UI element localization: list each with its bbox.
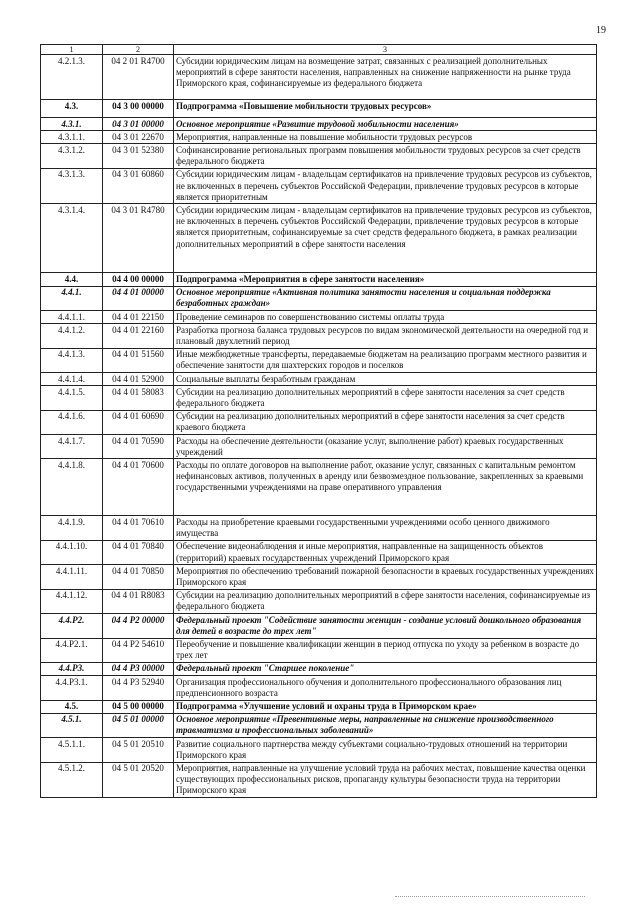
table-row — [41, 118, 597, 131]
table-row — [41, 168, 597, 204]
item-description: Субсидии на реализацию дополнительных мероприятий в сфере занятости населения за счет средств федерального бюджета — [174, 386, 597, 410]
item-description: Субсидии юридическим лицам - владельцам сертификатов на привлечение трудовых ресурсов из субъектов, не включенных в перечень субъектов Российской Федерации, привлечение трудовых ресурсов в которые является приоритетным, софинансируемые за счет средств федерального бюджета, в рамках реализации дополнительных мероприятий в сфере занятости населения — [174, 204, 597, 273]
row-number: 4.4.1.1. — [41, 311, 103, 324]
table-row — [41, 713, 597, 737]
table-row — [41, 373, 597, 386]
item-description: Софинансирование региональных программ повышения мобильности трудовых ресурсов за счет средств федерального бюджета — [174, 144, 597, 168]
row-number: 4.4.1.12. — [41, 589, 103, 613]
item-description: Основное мероприятие «Развитие трудовой мобильности населения» — [174, 118, 597, 131]
budget-code: 04 4 P3 52940 — [103, 676, 174, 700]
item-description: Субсидии на реализацию дополнительных мероприятий в сфере занятости населения за счет средств краевого бюджета — [174, 410, 597, 434]
row-number: 4.4.1.4. — [41, 373, 103, 386]
row-number: 4.4.1.3. — [41, 348, 103, 372]
item-description: Обеспечение видеонаблюдения и иные мероприятия, направленные на защищенность объектов (территорий) краевых государственных учреждений Приморского края — [174, 540, 597, 564]
table-row — [41, 386, 597, 410]
table-row — [41, 204, 597, 273]
row-number: 4.4.1.9. — [41, 516, 103, 540]
item-description: Федеральный проект "Содействие занятости женщин - создание условий дошкольного образования для детей в возрасте до трех лет" — [174, 614, 597, 638]
table-body — [41, 45, 597, 798]
item-description: Федеральный проект "Старшее поколение" — [174, 662, 597, 675]
item-description: Проведение семинаров по совершенствованию системы оплаты труда — [174, 311, 597, 324]
budget-code: 04 5 00 00000 — [103, 700, 174, 713]
item-description: Субсидии на реализацию дополнительных мероприятий в сфере занятости населения, софинансируемые из федерального бюджета — [174, 589, 597, 613]
table-row — [41, 459, 597, 516]
header-col-1: 1 — [41, 45, 103, 55]
table-row — [41, 435, 597, 459]
item-description: Мероприятия, направленные на улучшение условий труда на рабочих местах, повышение качества оценки существующих профессиональных рисков, пропаганду культуры безопасности труда на территории Приморского края — [174, 762, 597, 798]
table-row — [41, 662, 597, 675]
budget-code: 04 4 01 70610 — [103, 516, 174, 540]
row-number: 4.5.1.1. — [41, 738, 103, 762]
table-row — [41, 324, 597, 348]
budget-code: 04 5 01 20520 — [103, 762, 174, 798]
row-number: 4.4.1. — [41, 286, 103, 310]
budget-code: 04 4 01 51560 — [103, 348, 174, 372]
item-description: Расходы по оплате договоров на выполнение работ, оказание услуг, связанных с капитальным ремонтом нефинансовых активов, полученных в аренду или безвозмездное пользование, закрепленных за краевыми государственными учреждениями на праве оперативного управления — [174, 459, 597, 516]
scan-artifact — [395, 896, 585, 900]
item-description: Мероприятия по обеспечению требований пожарной безопасности в краевых государственных учреждениях Приморского края — [174, 565, 597, 589]
row-number: 4.3.1. — [41, 118, 103, 131]
row-number: 4.4.P3. — [41, 662, 103, 675]
item-description: Развитие социального партнерства между субъектами социально-трудовых отношений на территории Приморского края — [174, 738, 597, 762]
table-header-row — [41, 45, 597, 55]
table-row — [41, 516, 597, 540]
item-description: Субсидии юридическим лицам - владельцам сертификатов на привлечение трудовых ресурсов из субъектов, не включенных в перечень субъектов Российской Федерации, привлечение трудовых ресурсов в которые является приоритетным — [174, 168, 597, 204]
row-number: 4.5.1.2. — [41, 762, 103, 798]
table-row — [41, 638, 597, 662]
table-row — [41, 144, 597, 168]
row-number: 4.4.P3.1. — [41, 676, 103, 700]
item-description: Основное мероприятие «Превентивные меры, направленные на снижение производственного травматизма и профессиональных заболеваний» — [174, 713, 597, 737]
row-number: 4.4.1.7. — [41, 435, 103, 459]
item-description: Социальные выплаты безработным гражданам — [174, 373, 597, 386]
budget-code: 04 3 01 22670 — [103, 131, 174, 144]
table-row — [41, 676, 597, 700]
budget-code: 04 3 00 00000 — [103, 100, 174, 118]
budget-classification-table — [40, 44, 597, 798]
item-description: Расходы на приобретение краевыми государственными учреждениями особо ценного движимого имущества — [174, 516, 597, 540]
row-number: 4.3. — [41, 100, 103, 118]
table-row — [41, 273, 597, 286]
row-number: 4.5. — [41, 700, 103, 713]
row-number: 4.4.1.10. — [41, 540, 103, 564]
row-number: 4.3.1.1. — [41, 131, 103, 144]
row-number: 4.4.1.6. — [41, 410, 103, 434]
table-row — [41, 286, 597, 310]
item-description: Субсидии юридическим лицам на возмещение затрат, связанных с реализацией дополнительных мероприятий в сфере занятости населения, направленных на снижение напряженности на рынке труда Приморского края, софинансируемые из федерального бюджета — [174, 55, 597, 100]
table-row — [41, 540, 597, 564]
table-row — [41, 565, 597, 589]
item-description: Расходы на обеспечение деятельности (оказание услуг, выполнение работ) краевых государственных учреждений — [174, 435, 597, 459]
item-description: Подпрограмма «Улучшение условий и охраны труда в Приморском крае» — [174, 700, 597, 713]
row-number: 4.4. — [41, 273, 103, 286]
item-description: Подпрограмма «Мероприятия в сфере занятости населения» — [174, 273, 597, 286]
table-row — [41, 410, 597, 434]
table-row — [41, 131, 597, 144]
budget-code: 04 4 P2 00000 — [103, 614, 174, 638]
item-description: Организация профессионального обучения и дополнительного профессионального образования лиц предпенсионного возраста — [174, 676, 597, 700]
item-description: Разработка прогноза баланса трудовых ресурсов по видам экономической деятельности на очередной год и плановый двухлетний период — [174, 324, 597, 348]
budget-code: 04 4 P2 54610 — [103, 638, 174, 662]
table-row — [41, 55, 597, 100]
budget-code: 04 3 01 60860 — [103, 168, 174, 204]
budget-code: 04 4 P3 00000 — [103, 662, 174, 675]
budget-code: 04 3 01 R4780 — [103, 204, 174, 273]
table-row — [41, 762, 597, 798]
row-number: 4.3.1.4. — [41, 204, 103, 273]
budget-code: 04 4 01 70600 — [103, 459, 174, 516]
table-row — [41, 589, 597, 613]
row-number: 4.5.1. — [41, 713, 103, 737]
table-row — [41, 614, 597, 638]
item-description: Переобучение и повышение квалификации женщин в период отпуска по уходу за ребенком в возрасте до трех лет — [174, 638, 597, 662]
item-description: Мероприятия, направленные на повышение мобильности трудовых ресурсов — [174, 131, 597, 144]
row-number: 4.3.1.2. — [41, 144, 103, 168]
item-description: Основное мероприятие «Активная политика занятости населения и социальная поддержка безработных граждан» — [174, 286, 597, 310]
budget-code: 04 5 01 00000 — [103, 713, 174, 737]
table-row — [41, 738, 597, 762]
budget-code: 04 4 01 70840 — [103, 540, 174, 564]
page-number: 19 — [596, 25, 606, 36]
budget-code: 04 4 01 58083 — [103, 386, 174, 410]
budget-code: 04 4 01 22150 — [103, 311, 174, 324]
table-row — [41, 311, 597, 324]
table-row — [41, 700, 597, 713]
budget-code: 04 4 01 70850 — [103, 565, 174, 589]
row-number: 4.4.P2. — [41, 614, 103, 638]
header-col-2: 2 — [103, 45, 174, 55]
item-description: Иные межбюджетные трансферты, передаваемые бюджетам на реализацию программ местного развития и обеспечение занятости для шахтерских городов и поселков — [174, 348, 597, 372]
budget-code: 04 4 01 52900 — [103, 373, 174, 386]
row-number: 4.4.1.2. — [41, 324, 103, 348]
budget-code: 04 4 01 70590 — [103, 435, 174, 459]
budget-code: 04 4 01 60690 — [103, 410, 174, 434]
table-row — [41, 348, 597, 372]
item-description: Подпрограмма «Повышение мобильности трудовых ресурсов» — [174, 100, 597, 118]
budget-code: 04 5 01 20510 — [103, 738, 174, 762]
row-number: 4.4.1.11. — [41, 565, 103, 589]
row-number: 4.3.1.3. — [41, 168, 103, 204]
budget-code: 04 4 00 00000 — [103, 273, 174, 286]
budget-code: 04 4 01 22160 — [103, 324, 174, 348]
table-row — [41, 100, 597, 118]
row-number: 4.4.1.8. — [41, 459, 103, 516]
budget-code: 04 4 01 R8083 — [103, 589, 174, 613]
row-number: 4.4.P2.1. — [41, 638, 103, 662]
budget-code: 04 2 01 R4700 — [103, 55, 174, 100]
row-number: 4.4.1.5. — [41, 386, 103, 410]
header-col-3: 3 — [174, 45, 597, 55]
row-number: 4.2.1.3. — [41, 55, 103, 100]
budget-code: 04 4 01 00000 — [103, 286, 174, 310]
budget-code: 04 3 01 52380 — [103, 144, 174, 168]
budget-code: 04 3 01 00000 — [103, 118, 174, 131]
